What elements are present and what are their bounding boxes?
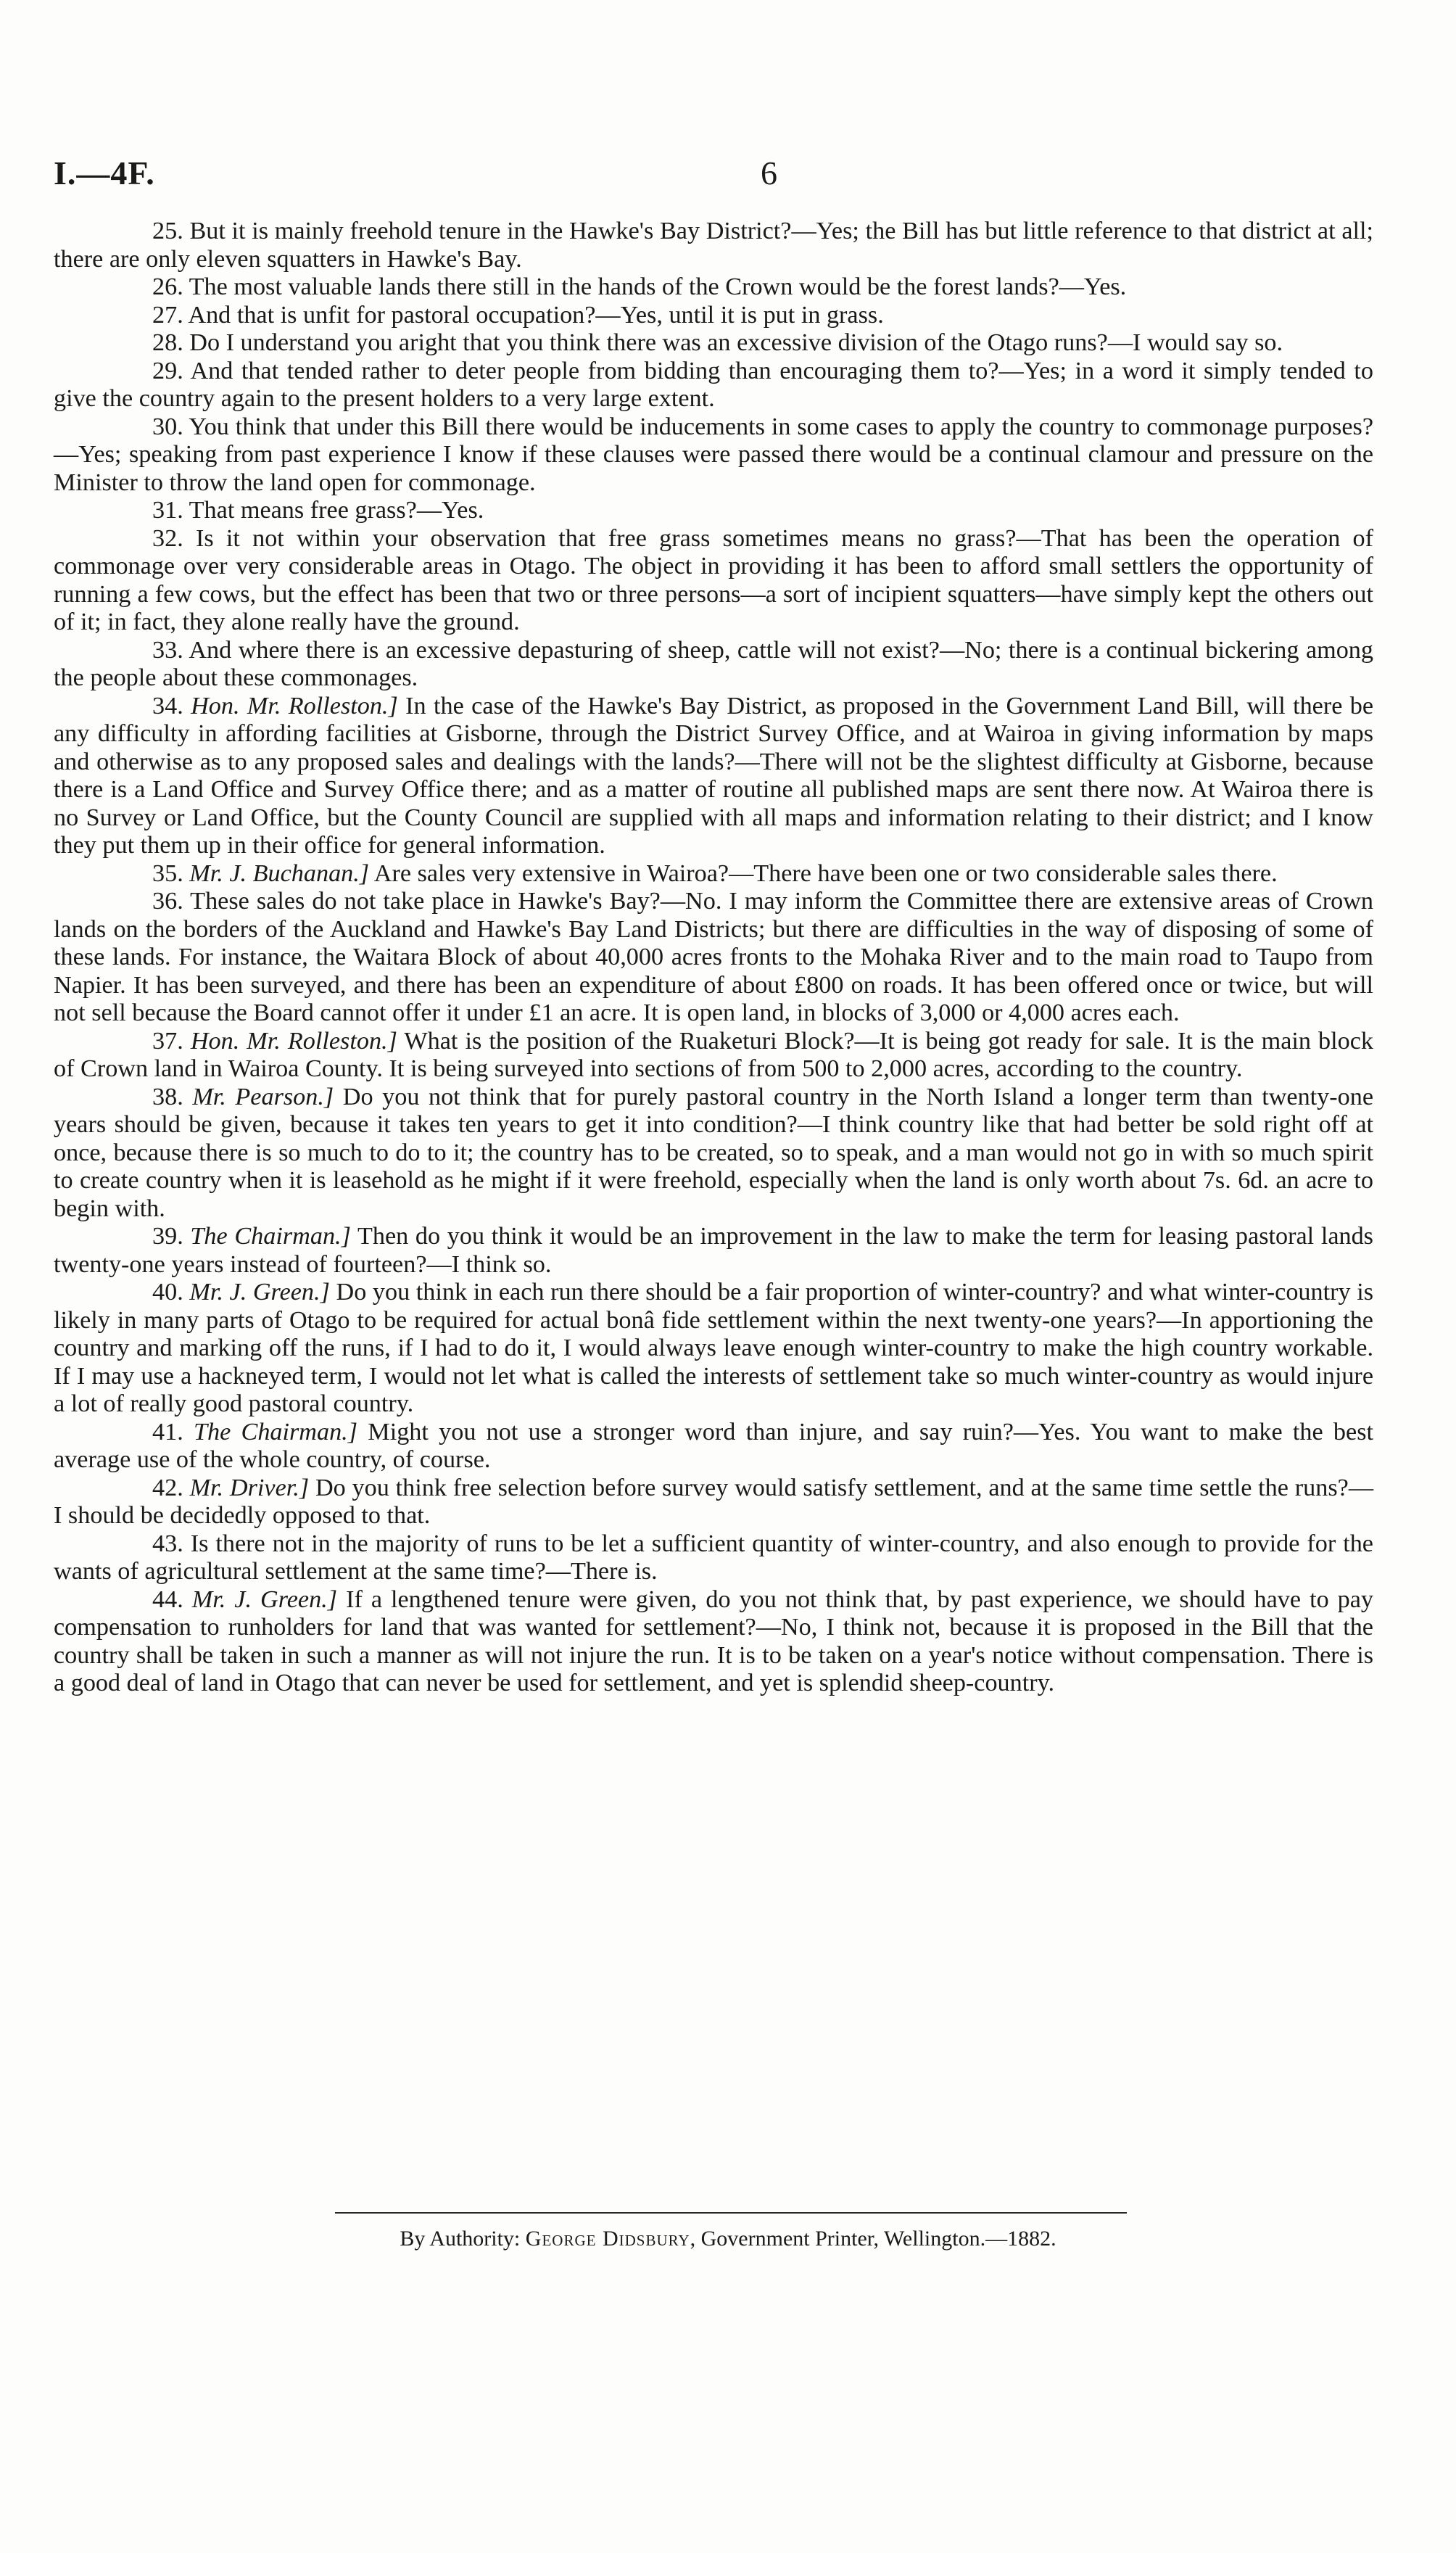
- question-number: 42.: [152, 1474, 183, 1501]
- question-26: 26. The most valuable lands there still in the hands of the Crown would be the forest lands?—Yes.: [152, 273, 1127, 300]
- speaker-label: Hon. Mr. Rolleston.]: [190, 1027, 397, 1055]
- question-35: 35. Mr. J. Buchanan.] Are sales very extensive in Wairoa?—There have been one or two considerable sales there.: [152, 859, 1278, 887]
- speaker-label: Hon. Mr. Rolleston.]: [191, 692, 398, 719]
- speaker-label: Mr. Pearson.]: [192, 1083, 334, 1110]
- footer-rule: [335, 2212, 1127, 2214]
- question-28: 28. Do I understand you aright that you think there was an excessive division of the Otago runs?—I would say so.: [152, 329, 1283, 356]
- question-31: 31. That means free grass?—Yes.: [152, 497, 484, 524]
- question-38: 38. Mr. Pearson.] Do you not think that for purely pastoral country in the North Island a longer term than twenty-one years should be given, because it takes ten years to get it into condition?—I think country like that had better be sold right off at once, because there is so much to do to it; the country has to be created, so to speak, and a man would not go in with so much spirit to create country when it is leasehold as he might if it were freehold, especially when the land is only worth about 7s. 6d. an acre to begin with.: [54, 1083, 1374, 1222]
- question-number: 41.: [152, 1418, 183, 1445]
- question-44: 44. Mr. J. Green.] If a lengthened tenure were given, do you not think that, by past experience, we should have to pay compensation to runholders for land that was wanted for settlement?—No, I think not, because it is proposed in the Bill that the country shall be taken in such a manner as will not injure the run. It is to be taken on a year's notice without compensation. There is a good deal of land in Otago that can never be used for settlement, and yet is splendid sheep-country.: [54, 1585, 1374, 1696]
- question-42: 42. Mr. Driver.] Do you think free selection before survey would satisfy settlement, and at the same time settle the runs?—I should be decidedly opposed to that.: [54, 1474, 1374, 1529]
- question-number: 37.: [152, 1027, 183, 1055]
- question-43: 43. Is there not in the majority of runs to be let a sufficient quantity of winter-country, and also enough to provide for the wants of agricultural settlement at the same time?—There is.: [54, 1530, 1373, 1585]
- page-header: [54, 154, 1373, 197]
- question-33: 33. And where there is an excessive depasturing of sheep, cattle will not exist?—No; there is a continual bickering among the people about these commonages.: [54, 636, 1373, 691]
- question-30: 30. You think that under this Bill there would be inducements in some cases to apply the country to commonage purposes?—Yes; speaking from past experience I know if these clauses were passed there would be a continual clamour and pressure on the Minister to throw the land open for commonage.: [54, 413, 1373, 496]
- printer-imprint: By Authority: George Didsbury, Government Printer, Wellington.—1882.: [400, 2227, 1056, 2251]
- question-number: 44.: [152, 1585, 183, 1613]
- speaker-label: Mr. Driver.]: [189, 1474, 310, 1501]
- question-41: 41. The Chairman.] Might you not use a stronger word than injure, and say ruin?—Yes. You want to make the best average use of the whole country, of course.: [54, 1418, 1374, 1473]
- question-40: 40. Mr. J. Green.] Do you think in each run there should be a fair proportion of winter-country? and what winter-country is likely in many parts of Otago to be required for actual bonâ fide settlement within the next twenty-one years?—In apportioning the country and marking off the runs, if I had to do it, I would always leave enough winter-country to make the high country workable. If I may use a hackneyed term, I would not let what is called the interests of settlement take so much winter-country as would injure a lot of really good pastoral country.: [54, 1279, 1374, 1417]
- question-32: 32. Is it not within your observation that free grass sometimes means no grass?—That has been the operation of commonage over very considerable areas in Otago. The object in providing it has been to afford small settlers the opportunity of running a few cows, but the effect has been that two or three persons—a sort of incipient squatters—have simply kept the others out of it; in fact, they alone really have the ground.: [54, 524, 1373, 635]
- question-39: 39. The Chairman.] Then do you think it would be an improvement in the law to make the term for leasing pastoral lands twenty-one years instead of fourteen?—I think so.: [54, 1223, 1373, 1278]
- question-34: 34. Hon. Mr. Rolleston.] In the case of the Hawke's Bay District, as proposed in the Government Land Bill, will there be any difficulty in affording facilities at Gisborne, through the District Survey Office, and at Wairoa in giving information by maps and otherwise as to any proposed sales and dealings with the lands?—There will not be the slightest difficulty at Gisborne, because there is a Land Office and Survey Office there; and as a matter of routine all published maps are sent there now. At Wairoa there is no Survey or Land Office, but the County Council are supplied with all maps and information relating to their district; and I know they put them up in their office for general information.: [54, 692, 1374, 859]
- printer-name: George Didsbury: [525, 2227, 690, 2251]
- page-number: 6: [761, 154, 777, 191]
- evidence-body: [54, 218, 1373, 1698]
- question-number: 38.: [152, 1083, 183, 1110]
- question-number: 35.: [152, 859, 183, 887]
- question-37: 37. Hon. Mr. Rolleston.] What is the position of the Ruaketuri Block?—It is being got ready for sale. It is the main block of Crown land in Wairoa County. It is being surveyed into sections of from 500 to 2,000 acres, according to the country.: [54, 1027, 1374, 1082]
- speaker-label: Mr. J. Green.]: [189, 1279, 330, 1306]
- speaker-label: The Chairman.]: [193, 1418, 358, 1445]
- question-number: 40.: [152, 1279, 183, 1306]
- question-25: 25. But it is mainly freehold tenure in the Hawke's Bay District?—Yes; the Bill has but little reference to that district at all; there are only eleven squatters in Hawke's Bay.: [54, 218, 1373, 273]
- question-29: 29. And that tended rather to deter people from bidding than encouraging them to?—Yes; in a word it simply tended to give the country again to the present holders to a very large extent.: [54, 357, 1373, 412]
- question-27: 27. And that is unfit for pastoral occupation?—Yes, until it is put in grass.: [152, 301, 884, 329]
- speaker-label: Mr. J. Green.]: [191, 1585, 338, 1613]
- speaker-label: The Chairman.]: [190, 1223, 351, 1250]
- question-number: 34.: [152, 692, 183, 719]
- question-36: 36. These sales do not take place in Hawke's Bay?—No. I may inform the Committee there are extensive areas of Crown lands on the borders of the Auckland and Hawke's Bay Land Districts; but there are difficulties in the way of disposing of some of these lands. For instance, the Waitara Block of about 40,000 acres fronts to the Mohaka River and to the main road to Taupo from Napier. It has been surveyed, and there has been an expenditure of about £800 on roads. It has been offered once or twice, but will not sell because the Board cannot offer it under £1 an acre. It is open land, in blocks of 3,000 or 4,000 acres each.: [54, 888, 1373, 1026]
- speaker-label: Mr. J. Buchanan.]: [189, 859, 370, 887]
- question-number: 39.: [152, 1223, 183, 1250]
- page-reference: I.—4F.: [54, 154, 155, 191]
